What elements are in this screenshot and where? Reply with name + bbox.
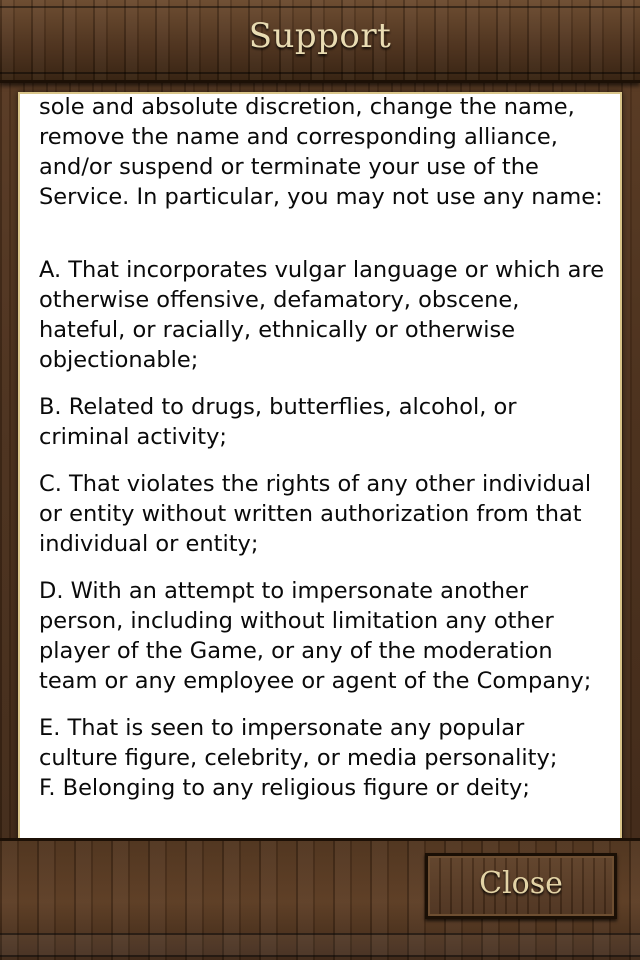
close-button-label: Close (479, 866, 563, 901)
footer-bar (0, 838, 640, 960)
page-title: Support (248, 16, 392, 56)
footer-strip (0, 933, 640, 957)
terms-paragraph-f: F. Belonging to any religious figure or deity; (39, 775, 530, 801)
terms-paragraph-c: C. That violates the rights of any other individual or entity without written authorization from that individual or entity; (39, 471, 592, 557)
terms-paragraph-a: A. That incorporates vulgar language or which are otherwise offensive, defamatory, obscene, hateful, or racially, ethnically or otherwise objectionable; (39, 257, 605, 373)
terms-paragraph-b: B. Related to drugs, butterflies, alcohol, or criminal activity; (39, 394, 517, 450)
close-button[interactable] (425, 853, 617, 919)
header-bar (0, 0, 640, 83)
terms-paragraph-d: D. With an attempt to impersonate another person, including without limitation any other player of the Game, or any of the moderation team or any employee or agent of the Company; (39, 578, 592, 694)
terms-paragraph-intro: sole and absolute discretion, change the name, remove the name and corresponding alliance, and/or suspend or terminate your use of the Service. In particular, you may not use any name: (39, 94, 603, 210)
terms-paragraph-e: E. That is seen to impersonate any popular culture figure, celebrity, or media personality; (39, 715, 558, 771)
terms-scroll-panel[interactable] (18, 92, 622, 842)
terms-text (39, 92, 609, 820)
